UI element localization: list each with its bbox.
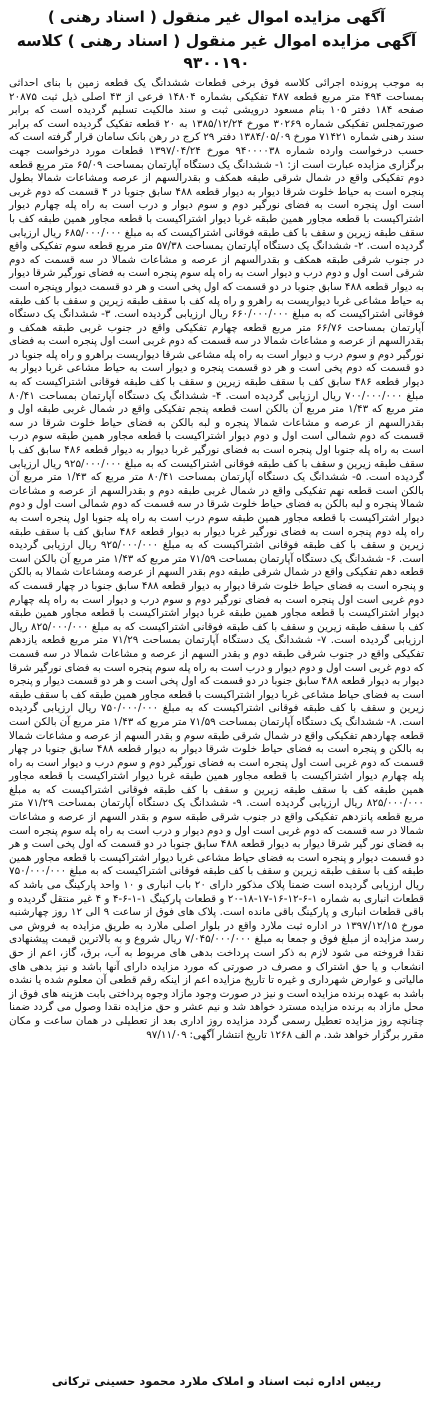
- notice-signature: رییس اداره ثبت اسناد و املاک ملارد محمود حسینی ترکانی: [51, 1374, 382, 1388]
- notice-main-title: آگهی مزایده اموال غیر منقول ( اسناد رهنی ) کلاسه ۹۳۰۰۱۹۰: [16, 32, 417, 72]
- notice-header-title: آگهی مزایده اموال غیر منقول ( اسناد رهنی ): [47, 8, 386, 26]
- notice-body-text: به موجب پرونده اجرائی کلاسه فوق برخی قطعات ششدانگ یک قطعه زمین با بنای احداثی بمساحت ۴۹۴ متر مربع قطعه ۴۸۷ تفکیکی بشماره ۱۴۸۰۴ فرعی از ۴۳ اصلی ذیل ثبت ۲۰۸۷۵ صفحه ۱۸۴ دفتر ۱۰۵ بنام مسعود درویشی ثبت و سند مالکیت تسلیم گردیده است که برابر صورتمجلس تفکیکی شماره ۳۰۲۶۹ مورخ ۱۳۸۵/۱۲/۲۴ به ۲۰ قطعه تفکیک گردیده است که برابر سند رهنی شماره ۷۱۴۲۱ مورخ ۱۳۸۴/۰۵/۰۹ دفتر ۲۹ کرج در رهن بانک سامان قرار گرفته است که حسب درخواست وارده شماره ۹۴۰۰۰۰۳۸ مورخ ۱۳۹۷/۰۴/۲۴ قطعات مورد درخواست جهت برگزاری مزایده عبارت است از: ۱- ششدانگ یک دستگاه آپارتمان بمساحت ۶۵/۰۹ متر مربع قطعه دوم تفکیکی واقع در شمال شرقی طبقه همکف و بقدرالسهم از عرصه ومشاعات شمالا بطول پنجره است به حیاط خلوت شرقا دیوار به دیوار قطعه ۴۸۸ سابق جنوبا در ۴ قسمت که دوم غربی است اول پنجره است به فضای نورگیر دوم و سوم دیوار و درب است به راه پله چهارم دیوار اشتراکیست با قطعه مجاور همین طبقه غربا دیوار اشتراکیست با قطعه مجاور همین طبقه کف با سقف طبقه زیرین و سقف با کف طبقه فوقانی اشتراکیست که به مبلغ ۶۸۵/۰۰۰/۰۰۰ ریال ارزیابی گردیده است. ۲- ششدانگ یک دستگاه آپارتمان بمساحت ۵۷/۳۸ متر مربع قطعه سوم تفکیکی واقع در جنوب شرقی طبقه همکف و بقدرالسهم از عرصه و مشاعات شمالا در سه قسمت که دوم شرقی است اول و دوم درب و دیوار است به راه پله سوم پنجره است به فضای نورگیر شرقا دیوار به دیوار قطعه ۴۸۸ سابق جنوبا در دو قسمت که اول پخی است و هر دو قسمت دیوار وپنجره است به حیاط مشاعی غربا دیواریست به راهرو و راه پله کف با سقف طبقه زیرین و سقف با کف طبقه فوقانی اشتراکیست که به مبلغ ۶۶۰/۰۰۰/۰۰۰ ریال ارزیابی گردیده است. ۳- ششدانگ یک دستگاه آپارتمان بمساحت ۶۶/۷۶ متر مربع قطعه چهارم تفکیکی واقع در جنوب غربی طبقه همکف و بقدرالسهم از عرصه و مشاعات شمالا در سه قسمت که دوم غربی است اول پنجره است به فضای نورگیر دوم و سوم درب و دیوار است به راه پله مشاعی شرقا دیواریست براهرو و راه پله جنوبا در دو قسمت که دوم پخی است و هر دو قسمت پنجره و دیوار است به حیاط مشاعی غربا دیوار به دیوار قطعه ۴۸۶ سابق کف با سقف طبقه زیرین و سقف با کف طبقه فوقانی اشتراکیست که به مبلغ ۷۰۰/۰۰۰/۰۰۰ ریال ارزیابی گردیده است. ۴- ششدانگ یک دستگاه آپارتمان بمساحت ۸۰/۴۱ متر مربع که ۱/۴۳ متر مربع آن بالکن است قطعه پنجم تفکیکی واقع در شمال غربی طبقه اول و بقدرالسهم از عرصه و مشاعات شمالا پنجره و لبه بالکن به فضای حیاط خلوت شرقا در سه قسمت که دوم شمالی است اول و دوم دیوار اشتراکیست با قطعه مجاور همین طبقه سوم درب است به راه پله جنوبا اول پنجره است به فضای نورگیر غربا دیوار به دیوار قطعه ۴۸۶ سابق کف با سقف طبقه زیرین و سقف با کف طبقه فوقانی اشتراکیست که به مبلغ ۹۲۵/۰۰۰/۰۰۰ ریال ارزیابی گردیده است. ۵- ششدانگ یک دستگاه آپارتمان بمساحت ۸۰/۴۱ متر مربع که ۱/۴۳ متر مربع آن بالکن است قطعه نهم تفکیکی واقع در شمال غربی طبقه دوم و بقدرالسهم از عرصه و مشاعات شمالا پنجره و لبه بالکن به فضای حیاط خلوت شرقا در سه قسمت که دوم شمالی است اول و دوم دیوار اشتراکیست با قطعه مجاور همین طبقه سوم درب است به راه پله جنوبا اول پنجره است به راه پله دوم پنجره است به فضای نورگیر غربا دیوار به دیوار قطعه ۴۸۶ سابق کف با سقف طبقه زیرین و سقف با کف طبقه فوقانی اشتراکیست که به مبلغ ۹۲۵/۰۰۰/۰۰۰ ریال ارزیابی گردیده است. ۶- ششدانگ یک دستگاه آپارتمان بمساحت ۷۱/۵۹ متر مربع که ۱/۴۳ متر مربع آن بالکن است قطعه دهم تفکیکی واقع در شمال شرقی طبقه دوم بقدر السهم از عرصه ومشاعات شمالا به بالکن و پنجره است به فضای حیاط خلوت شرقا دیوار به دیوار قطعه ۴۸۸ سابق جنوبا در چهار قسمت که دوم غربی است اول پنجره است به فضای نورگیر دوم و سوم درب و دیوار است به راه پله چهارم دیوار اشتراکیست با قطعه مجاور همین طبقه غربا دیوار اشتراکیست با قطعه مجاور همین طبقه کف با سقف طبقه زیرین و سقف با کف طبقه فوقانی اشتراکیست که به مبلغ ۸۲۵/۰۰۰/۰۰۰ ریال ارزیابی گردیده است. ۷- ششدانگ یک دستگاه آپارتمان بمساحت ۷۱/۲۹ متر مربع قطعه یازدهم تفکیکی واقع در جنوب شرقی طبقه دوم و بقدر السهم از عرصه و مشاعات شمالا در سه قسمت که دوم غربی است اول و دوم دیوار و درب است به راه پله سوم پنجره است به فضای نورگیر شرقا دیوار به دیوار قطعه ۴۸۸ سابق جنوبا در دو قسمت که اول پخی است و هر دو قسمت دیوار و پنجره است به فضای حیاط مشاعی غربا دیوار اشتراکیست با قطعه مجاور همین طبقه کف با سقف طبقه زیرین و سقف با کف طبقه فوقانی اشتراکیست که به مبلغ ۷۵۰/۰۰۰/۰۰۰ ریال ارزیابی گردیده است. ۸- ششدانگ یک دستگاه آپارتمان بمساحت ۷۱/۵۹ متر مربع که ۱/۴۳ متر مربع آن بالکن است قطعه چهاردهم تفکیکی واقع در شمال شرقی طبقه سوم و بقدر السهم از عرصه و مشاعات شمالا به بالکن و پنجره است به فضای حیاط خلوت شرقا دیوار به دیوار قطعه ۴۸۸ سابق جنوبا در چهار قسمت که دوم غربی است اول پنجره است به فضای نورگیر دوم و سوم درب و دیوار است به راه پله چهارم دیوار اشتراکیست با قطعه مجاور همین طبقه غربا دیوار اشتراکیست با قطعه مجاور همین طبقه کف با سقف طبقه زیرین و سقف با کف طبقه فوقانی اشتراکیست که به مبلغ ۸۲۵/۰۰۰/۰۰۰ ریال ارزیابی گردیده است. ۹- ششدانگ یک دستگاه آپارتمان بمساحت ۷۱/۲۹ متر مربع قطعه پانزدهم تفکیکی واقع در جنوب شرقی طبقه سوم و بقدر السهم از عرصه و مشاعات شمالا در سه قسمت که دوم غربی است اول و دوم دیوار و درب است به راه پله سوم پنجره است به فضای نور گیر شرقا دیوار به دیوار قطعه ۴۸۸ سابق جنوبا در دو قسمت که اول پخی است و هر دو قسمت دیوار و پنجره است به فضای حیاط مشاعی غربا دیوار اشتراکیست با قطعه مجاور همین طبقه کف با سقف طبقه زیرین و سقف با کف طبقه فوقانی اشتراکیست که به مبلغ ۷۵۰/۰۰۰/۰۰۰ ریال ارزیابی گردیده است ضمنا پلاک مذکور دارای ۲۰ باب انباری و ۱۰ واحد پارکینگ می باشد که قطعات انباری به شماره ۱-۶-۱۲-۱۶-۱۷-۱۸-۲۰ و قطعات پارکینگ ۱-۱-۶-۴ و ۴ غیر منتقل گردیده و باقی قطعات انباری و پارکینگ باقی مانده است. پلاک های فوق از ساعت ۹ الی ۱۲ روز چهارشنبه مورخ ۱۳۹۷/۱۲/۱۵ در اداره ثبت ملارد واقع در بلوار اصلی ملارد به طریق مزایده به فروش می رسد مزایده از مبلغ فوق و جمعا به مبلغ ۷/۰۴۵/۰۰۰/۰۰۰ ریال شروع و به بالاترین قیمت پیشنهادی نقدا فروخته می شود لازم به ذکر است پرداخت بدهی های مربوط به آب، برق، گاز، اعم از حق انشعاب و یا حق اشتراک و مصرف در صورتی که مورد مزایده دارای آنها باشد و نیز بدهی های مالیاتی و عوارض شهرداری و غیره تا تاریخ مزایده اعم از اینکه رقم قطعی آن معلوم شده یا نشده باشد به عهده برنده مزایده است و نیز در صورت وجود مازاد وجوه پرداختی بابت هزینه های فوق از محل مازاد به برنده مزایده مسترد خواهد شد و نیم عشر و حق مزایده نقدا وصول می گردد ضمنا چنانچه روز مزایده تعطیل رسمی گردد مزایده روز اداری بعد از تعطیلی در همان ساعت و مکان مقرر برگزار خواهد شد. م الف ۱۲۶۸ تاریخ انتشار آگهی: ۹۷/۱۱/۰۹: [9, 77, 425, 1041]
